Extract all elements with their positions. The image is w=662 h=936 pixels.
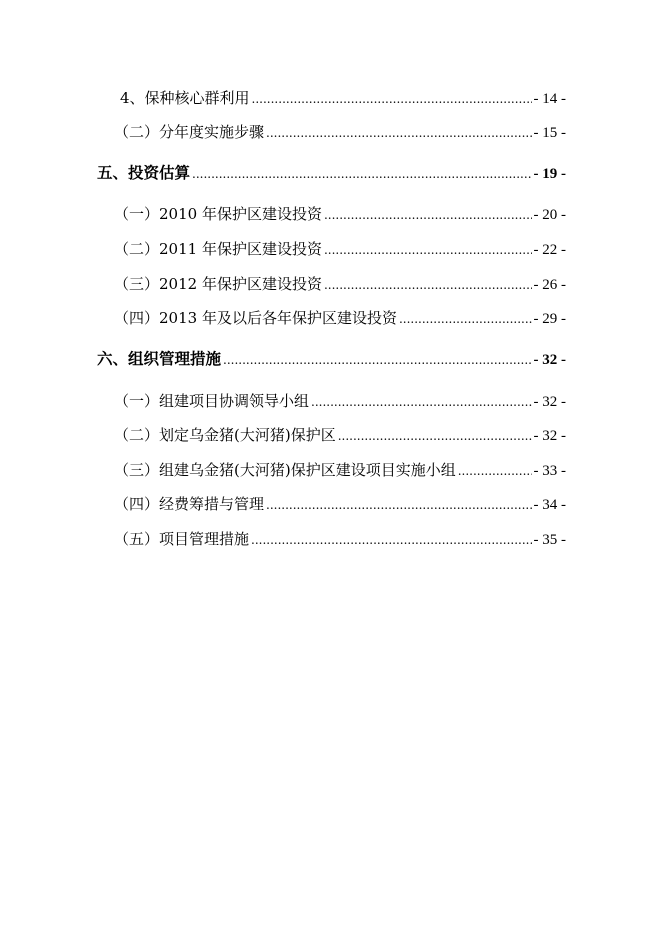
- toc-entry-page: - 32 -: [533, 428, 566, 444]
- toc-leader-dots: [266, 492, 531, 517]
- toc-entry-title: 4、保种核心群利用: [120, 89, 250, 107]
- toc-entry-investment-estimate[interactable]: [97, 161, 566, 185]
- toc-entry-page: - 32 -: [533, 352, 566, 368]
- toc-leader-dots: [338, 423, 532, 448]
- toc-entry-title: （四）2013 年及以后各年保护区建设投资: [114, 309, 397, 327]
- toc-entry-page: - 14 -: [533, 91, 566, 107]
- toc-leader-dots: [324, 272, 532, 297]
- toc-leader-dots: [252, 86, 532, 111]
- toc-entry-2013-investment[interactable]: [114, 306, 566, 330]
- toc-entry-page: - 15 -: [533, 125, 566, 141]
- toc-leader-dots: [192, 161, 531, 186]
- toc-leader-dots: [311, 389, 531, 414]
- toc-entry-title: （四）经费筹措与管理: [114, 495, 265, 513]
- toc-entry-page: - 20 -: [533, 207, 566, 223]
- toc-entry-2010-investment[interactable]: [114, 202, 566, 226]
- toc-entry-title: （三）2012 年保护区建设投资: [114, 275, 322, 293]
- toc-entry-project-management[interactable]: [114, 527, 566, 551]
- toc-entry-annual-steps[interactable]: [114, 120, 566, 144]
- toc-entry-page: - 19 -: [533, 166, 566, 182]
- toc-entry-title: （二）分年度实施步骤: [114, 123, 265, 141]
- toc-entry-page: - 33 -: [533, 463, 566, 479]
- toc-entry-protection-zone[interactable]: [114, 423, 566, 447]
- toc-entry-title: （二）2011 年保护区建设投资: [114, 240, 322, 258]
- toc-entry-implementation-group[interactable]: [114, 458, 566, 482]
- toc-leader-dots: [458, 458, 532, 483]
- toc-leader-dots: [324, 202, 532, 227]
- toc-entry-2011-investment[interactable]: [114, 237, 566, 261]
- toc-entry-page: - 35 -: [533, 532, 566, 548]
- toc-leader-dots: [324, 237, 532, 262]
- toc-entry-page: - 32 -: [533, 394, 566, 410]
- toc-entry-title: 五、投资估算: [97, 163, 191, 182]
- toc-entry-page: - 34 -: [533, 497, 566, 513]
- toc-entry-title: （一）2010 年保护区建设投资: [114, 205, 322, 223]
- toc-entry-coordination-group[interactable]: [114, 389, 566, 413]
- toc-entry-page: - 26 -: [533, 277, 566, 293]
- toc-leader-dots: [251, 527, 531, 552]
- toc-entry-title: （二）划定乌金猪(大河猪)保护区: [114, 426, 336, 444]
- toc-leader-dots: [223, 347, 531, 372]
- toc-entry-title: （一）组建项目协调领导小组: [114, 392, 310, 410]
- toc-entry-funding-management[interactable]: [114, 492, 566, 516]
- toc-entry-title: （五）项目管理措施: [114, 530, 250, 548]
- toc-entry-page: - 22 -: [533, 242, 566, 258]
- toc-leader-dots: [266, 120, 531, 145]
- toc-entry-breed-core-group[interactable]: [120, 86, 566, 110]
- toc-entry-title: （三）组建乌金猪(大河猪)保护区建设项目实施小组: [114, 461, 456, 479]
- toc-entry-management-measures[interactable]: [97, 347, 566, 371]
- toc-leader-dots: [399, 306, 532, 331]
- toc-entry-title: 六、组织管理措施: [97, 349, 222, 368]
- toc-entry-page: - 29 -: [533, 311, 566, 327]
- toc-entry-2012-investment[interactable]: [114, 272, 566, 296]
